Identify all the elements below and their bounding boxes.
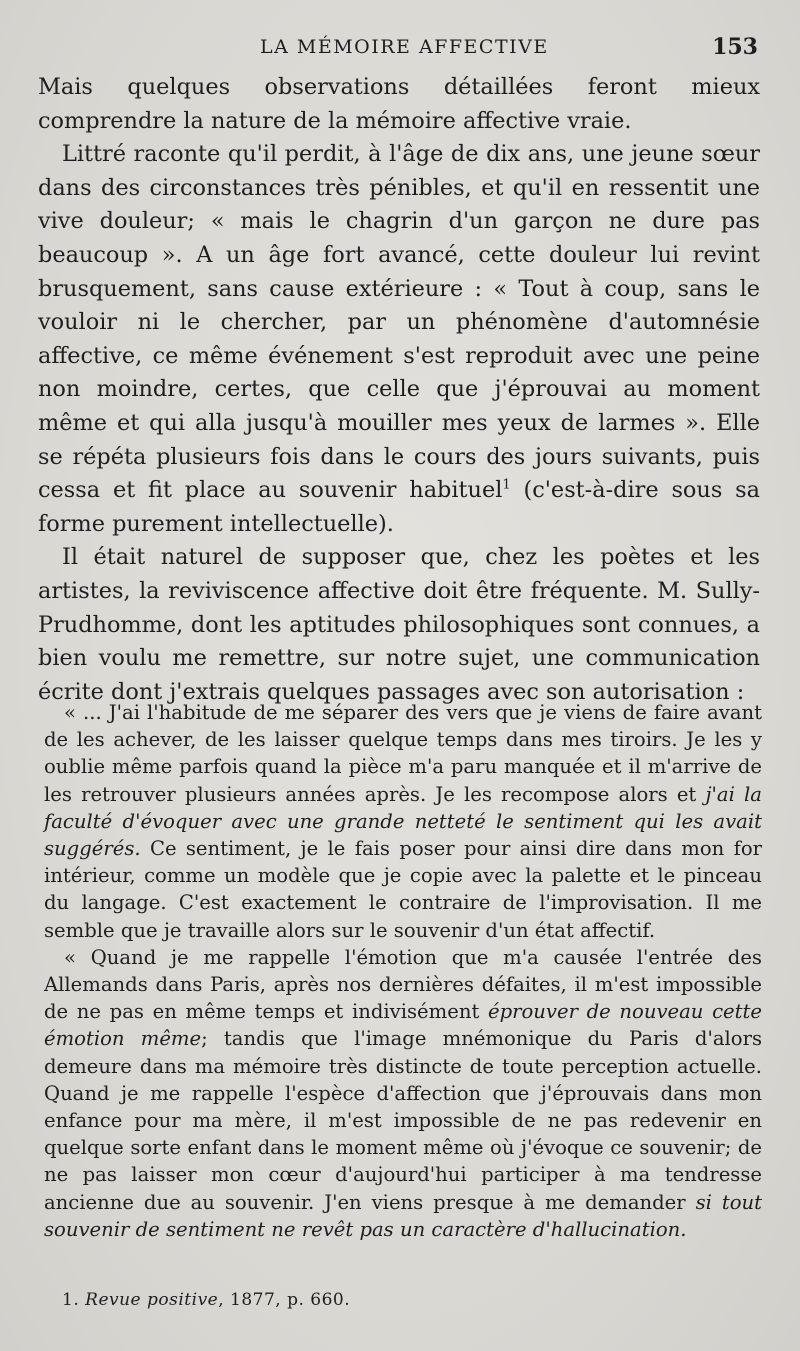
quote-2-text-a: « Quand je me rappelle l'émotion que m'a causée l'entrée des Allemands dans Paris, après nos dernières défaites, il m'est impossible de ne pas en même temps et indivisément xyxy=(44,945,762,1024)
quote-2-italic: éprouver de nouveau cette émotion même xyxy=(44,1000,762,1051)
footnote-number: 1. xyxy=(62,1290,80,1310)
paragraph-3: Il était naturel de supposer que, chez les poètes et les artistes, la reviviscence affective doit être fréquente. M. Sully-Prudhomme, dont les aptitudes philosophiques sont connues, a bien voulu me remettre, sur notre sujet, une communication écrite dont j'extrais quelques passages avec son autorisation : xyxy=(38,544,760,705)
quote-2-italic-end: si tout souvenir de sentiment ne revêt pas un caractère d'hallucination. xyxy=(44,1190,762,1241)
footnote xyxy=(62,1290,350,1310)
block-quote xyxy=(44,699,762,1243)
footnote-reference: 1 xyxy=(502,477,511,493)
paragraph-2-text: Littré raconte qu'il perdit, à l'âge de dix ans, une jeune sœur dans des circonstances très pénibles, et qu'il en ressentit une vive douleur; « mais le chagrin d'un garçon ne dure pas beaucoup ». A un âge fort avancé, cette douleur lui revint brusquement, sans cause extérieure : « Tout à coup, sans le vouloir ni le chercher, par un phénomène d'automnésie affective, ce même événement s'est reproduit avec une peine non moindre, certes, que celle que j'éprouvai au moment même et qui alla jusqu'à mouiller mes yeux de larmes ». Elle se répéta plusieurs fois dans le cours des jours suivants, puis cessa et fit place au souvenir habituel xyxy=(38,141,760,504)
quote-2-text-b: ; tandis que l'image mnémonique du Paris d'alors demeure dans ma mémoire très distincte de toute perception actuelle. Quand je me rappelle l'espèce d'affection que j'éprouvais dans mon enfance pour ma mère, il m'est impossible de ne pas redevenir en quelque sorte enfant dans le moment même où j'évoque ce souvenir; de ne pas laisser mon cœur d'aujourd'hui participer à ma tendresse ancienne due au souvenir. J'en viens presque à me demander xyxy=(44,1027,763,1214)
quote-1-italic: j'ai la faculté d'évoquer avec une grande netteté le sentiment qui les avait suggérés. xyxy=(44,782,762,861)
quote-1-text-b: Ce sentiment, je le fais poser pour ainsi dire dans mon for intérieur, comme un modèle que je copie avec la palette et le pinceau du langage. C'est exactement le contraire de l'improvisation. Il me semble que je travaille alors sur le souvenir d'un état affectif. xyxy=(44,837,762,942)
footnote-details: , 1877, p. 660. xyxy=(218,1290,351,1310)
page-number: 153 xyxy=(712,34,758,60)
quote-paragraph-1 xyxy=(44,699,762,944)
paragraph-2 xyxy=(38,138,760,541)
footnote-source: Revue positive xyxy=(85,1290,219,1310)
paragraph-2-tail: (c'est-à-dire sous sa forme purement intellectuelle). xyxy=(38,477,760,537)
running-head: LA MÉMOIRE AFFECTIVE xyxy=(260,36,549,58)
quote-paragraph-2 xyxy=(44,944,762,1243)
quote-1-text-a: « ... J'ai l'habitude de me séparer des vers que je viens de faire avant de les achever, de les laisser quelque temps dans mes tiroirs. Je les y oublie même parfois quand la pièce m'a paru manquée et il m'arrive de les retrouver plusieurs années après. Je les recompose alors et xyxy=(44,701,762,806)
main-text xyxy=(38,71,760,709)
page-header xyxy=(0,36,800,64)
paragraph-1: Mais quelques observations détaillées feront mieux comprendre la nature de la mémoire affective vraie. xyxy=(38,74,760,134)
